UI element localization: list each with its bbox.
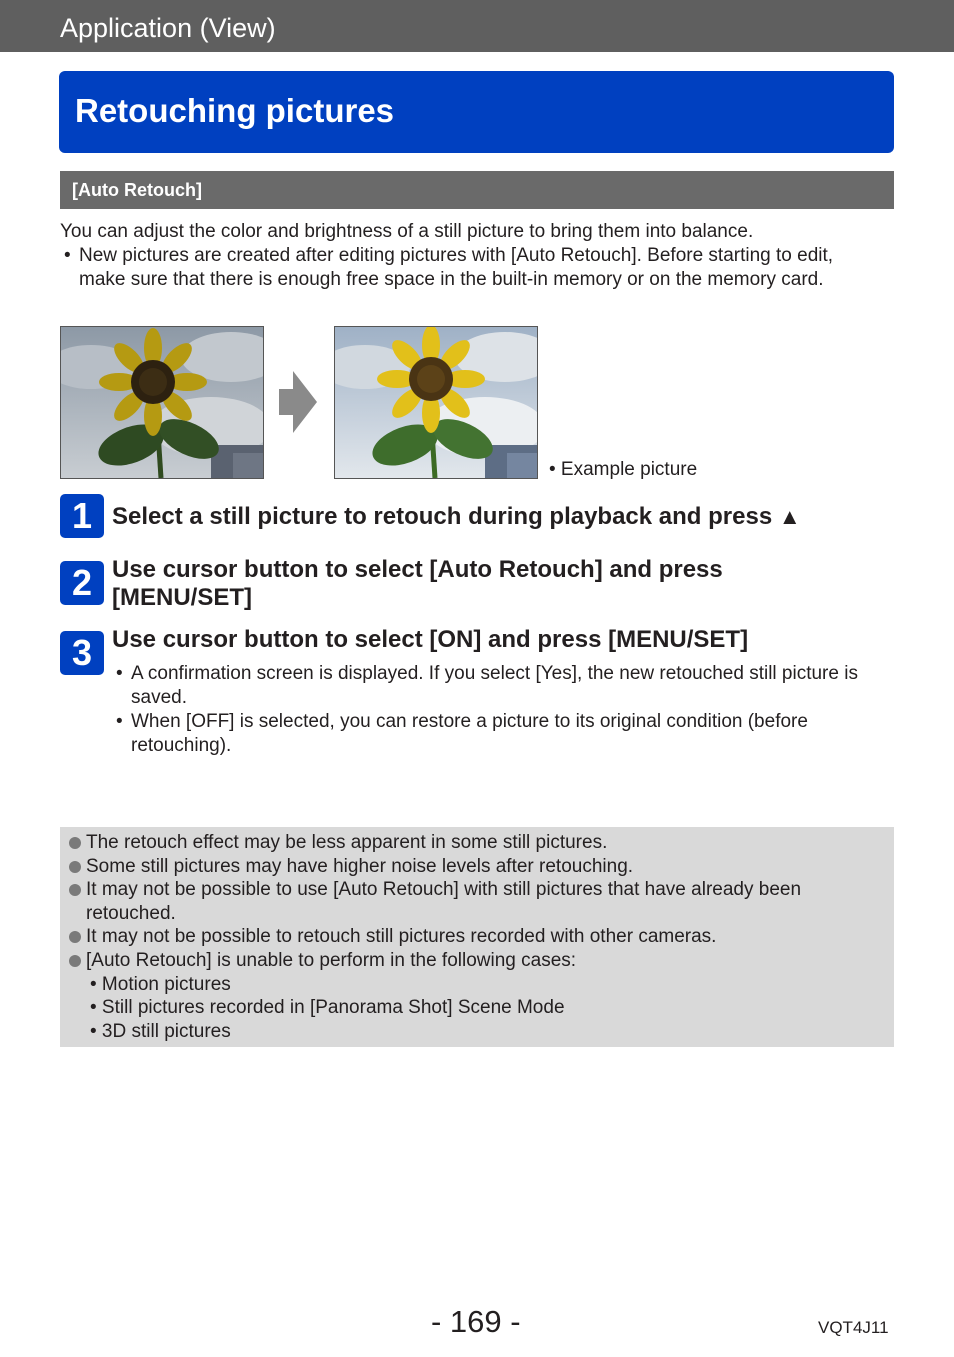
intro-note bbox=[60, 244, 860, 292]
up-triangle-icon: ▲ bbox=[778, 504, 801, 529]
bullet-mark: • bbox=[64, 245, 71, 266]
note-text: [Auto Retouch] is unable to perform in the following cases: bbox=[86, 949, 577, 971]
step-1-badge: 1 bbox=[60, 494, 104, 538]
intro-note-text: New pictures are created after editing pictures with [Auto Retouch]. Before starting to edit, make sure that there is enough free space in the built-in memory or on the memory card. bbox=[79, 245, 834, 290]
page-number: - 169 - bbox=[431, 1304, 521, 1339]
list-item bbox=[112, 710, 892, 758]
step-3-badge: 3 bbox=[60, 631, 104, 675]
sub-list-item: • Still pictures recorded in [Panorama Shot] Scene Mode bbox=[90, 997, 565, 1019]
list-item bbox=[60, 949, 894, 973]
bullet-circle-icon bbox=[69, 861, 81, 873]
intro-text: You can adjust the color and brightness of a still picture to bring them into balance. bbox=[60, 221, 754, 242]
bullet-mark: • bbox=[116, 711, 123, 732]
list-item bbox=[60, 878, 894, 925]
list-item bbox=[112, 662, 892, 710]
title-banner bbox=[59, 71, 894, 153]
bullet-circle-icon bbox=[69, 837, 81, 849]
notes-list bbox=[60, 827, 894, 1043]
notes-box bbox=[60, 827, 894, 1047]
intro-block bbox=[60, 220, 860, 292]
list-item bbox=[60, 855, 894, 879]
note-text: Some still pictures may have higher noise levels after retouching. bbox=[86, 855, 634, 877]
breadcrumb: Application (View) bbox=[60, 13, 276, 43]
example-caption: • Example picture bbox=[549, 459, 698, 480]
bullet-circle-icon bbox=[69, 884, 81, 896]
step-1-label: Select a still picture to retouch during playback and press bbox=[112, 503, 773, 530]
section-header bbox=[60, 171, 894, 209]
step-2-text: Use cursor button to select [Auto Retouch] and press [MENU/SET] bbox=[112, 556, 723, 611]
note-text: The retouch effect may be less apparent in some still pictures. bbox=[86, 832, 608, 853]
list-item bbox=[60, 831, 894, 855]
step-2-badge: 2 bbox=[60, 561, 104, 605]
list-item bbox=[60, 925, 894, 949]
bullet-circle-icon bbox=[69, 955, 81, 967]
right-arrow-icon bbox=[279, 371, 319, 433]
sub-list-item: • Motion pictures bbox=[90, 973, 231, 995]
step-3-text: Use cursor button to select [ON] and press [MENU/SET] bbox=[112, 626, 749, 653]
step-3-note-1: A confirmation screen is displayed. If you select [Yes], the new retouched still picture is saved. bbox=[131, 663, 858, 708]
page-title: Retouching pictures bbox=[75, 92, 395, 129]
bullet-circle-icon bbox=[69, 931, 81, 943]
note-text: It may not be possible to use [Auto Retouch] with still pictures that have already been retouched. bbox=[86, 879, 802, 924]
sunflower-photo-after bbox=[334, 326, 538, 479]
bullet-mark: • bbox=[116, 663, 123, 684]
note-text: It may not be possible to retouch still pictures recorded with other cameras. bbox=[86, 926, 717, 948]
step-3-note-2: When [OFF] is selected, you can restore a picture to its original condition (before retouching). bbox=[131, 711, 808, 756]
top-bar bbox=[0, 0, 954, 52]
step-1-text bbox=[112, 503, 882, 531]
step-3-notes bbox=[112, 662, 892, 758]
sunflower-photo-before bbox=[60, 326, 264, 479]
section-label: [Auto Retouch] bbox=[72, 180, 202, 200]
document-code: VQT4J11 bbox=[818, 1318, 889, 1337]
sub-list-item: • 3D still pictures bbox=[90, 1020, 231, 1042]
